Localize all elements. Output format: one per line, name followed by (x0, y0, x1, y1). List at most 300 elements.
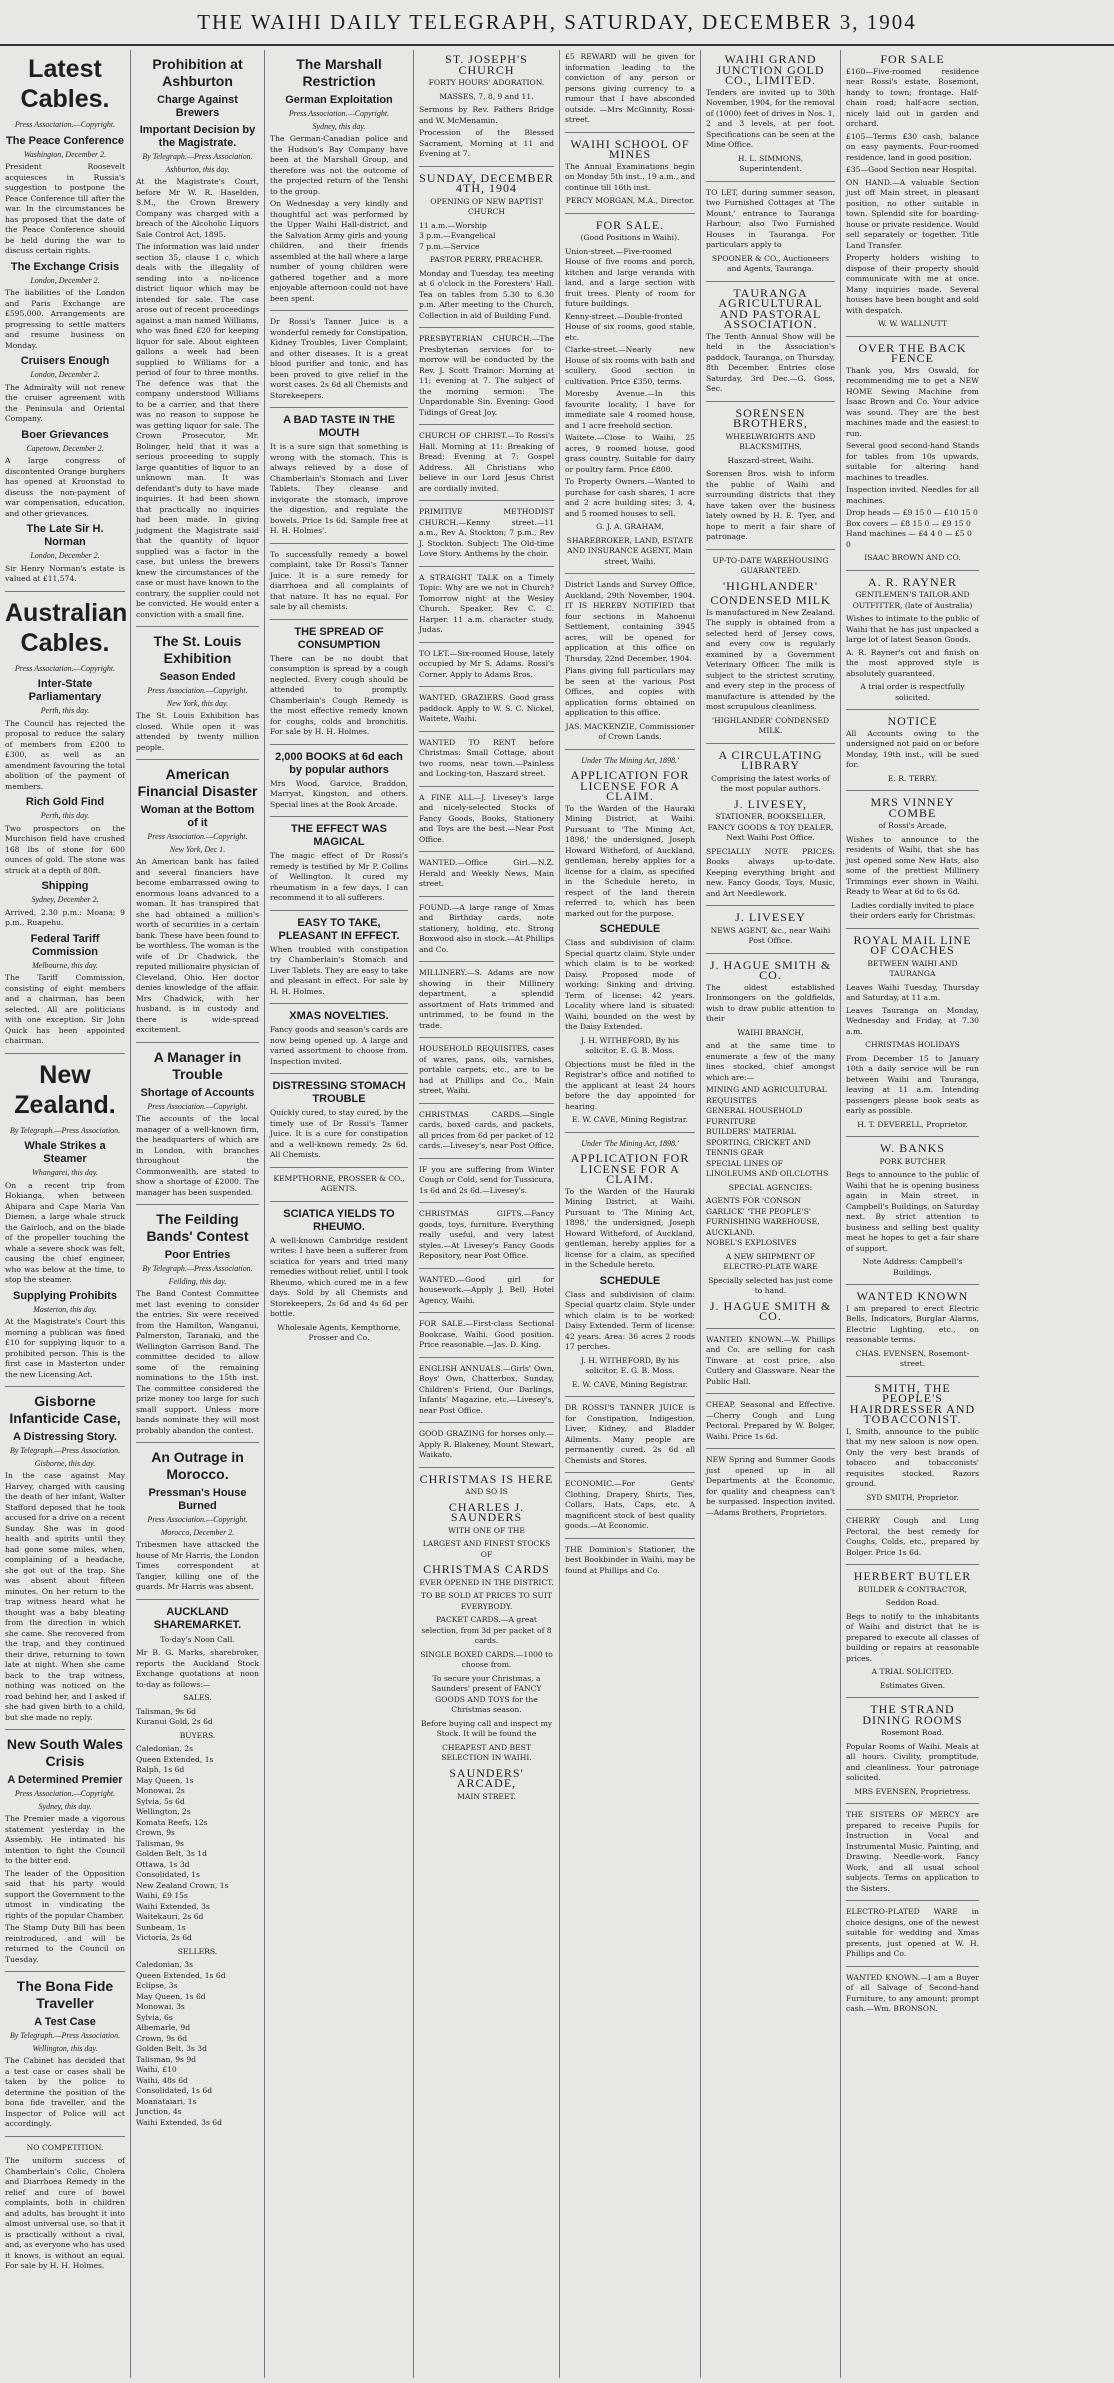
advert-title: CHRISTMAS IS HERE (419, 1471, 554, 1486)
column-rule (419, 566, 554, 567)
article-subheading: SCIATICA YIELDS TO RHEUMO. (283, 1207, 395, 1233)
advert-line: CHEAPEST AND BEST SELECTION IN WAIHI. (441, 1742, 532, 1762)
column-rule (846, 1803, 979, 1804)
list-item: Caledonian, 3s (136, 1960, 193, 1969)
column-rule (846, 1284, 979, 1285)
article-text: On Wednesday a very kindly and thoughtful act was performed by the Upper Waihi Hall-district, and the Salvation Army girls and young children, and their friends assembled at the hall where a large number of young children were gathered together and a more enjoyable afternoon could not have been spent. (270, 199, 408, 303)
dateline: London, December 2. (30, 370, 100, 379)
advert-line: Specially selected has just come to hand. (708, 1275, 833, 1295)
article-subheading: Boer Grievances (21, 428, 109, 441)
column-rule (419, 166, 554, 167)
advert-title: 'HIGHLANDER' (723, 578, 818, 593)
column-rule (706, 905, 835, 906)
dateline: Press Association.—Copyright. (14, 663, 116, 673)
advert-line: WITH ONE OF THE (448, 1525, 525, 1535)
column-rule (270, 816, 408, 817)
list-item: Sylvia, 6s (136, 2012, 173, 2022)
article-subheading: SCHEDULE (599, 923, 661, 935)
advert-line: of Rossi's Arcade, (878, 821, 947, 830)
article-text: DR ROSSI'S TANNER JUICE is for Constipation, Indigestion, Liver, Kidney, and Bladder Ailments. Many people are permanently cured. 2s 6d all Chemists and Stores. (565, 1403, 695, 1465)
article-text: From December 15 to January 10th a daily service will be run between Waihi and Tauranga, leaving at 11 a.m. Intending passengers please book seats as early as possible. (846, 1053, 979, 1115)
column-rule (706, 181, 835, 182)
list-item: SPORTING, CRICKET AND TENNIS GEAR (706, 1137, 811, 1157)
dateline: Under 'The Mining Act, 1898.' (581, 1138, 679, 1148)
article-headline: A Manager in Trouble (153, 1048, 242, 1082)
article-text: The Tenth Annual Show will be held in the Association's paddock, Tauranga, on Thursday, 8th December. Entries close Saturday, 3rd Dec.—G. Goss, Sec. (706, 331, 835, 393)
article-text: Wishes to announce to the residents of Waihi, that she has just opened some New Hats, also some of the prettiest Millinery Trimmings ever shown in Waihi. Ready to Wear at 6d to 6s 6d. (846, 834, 979, 896)
news-column-2 (131, 50, 265, 2378)
column-rule (270, 407, 408, 408)
advert-title: J. LIVESEY (735, 910, 806, 924)
article-text: Mr B. G. Marks, sharebroker, reports the Auckland Stock Exchange quotations at noon to-day as follows:— (136, 1648, 259, 1689)
article-subheading: Cruisers Enough (20, 355, 110, 367)
columns-container (0, 50, 1114, 2378)
dateline: New York, this day. (166, 698, 229, 708)
article-headline: The Bona Fide Traveller (16, 1978, 114, 2011)
advert-line: EVER OPENED IN THE DISTRICT. (419, 1577, 554, 1587)
dateline: London, December 2. (30, 551, 100, 560)
advert-title: FOR SALE (880, 52, 945, 66)
column-rule (419, 642, 554, 643)
column-rule (419, 1422, 554, 1423)
list-item: 7 p.m.—Service (419, 241, 480, 251)
article-text: Popular Rooms of Waihi. Meals at all hours. Civility, promptitude, and cleanliness. Your patronage solicited. (846, 1741, 979, 1782)
list-item: Waihi, 48s 6d (136, 2075, 188, 2085)
advert-line: Note Address: Campbell's Buildings. (862, 1257, 963, 1277)
advert-line: BUYERS. (179, 1730, 216, 1740)
column-rule (419, 1158, 554, 1159)
advert-line: GENTLEMEN'S TAILOR AND OUTFITTER, (late of Australia) (852, 590, 973, 610)
article-text: IF you are suffering from Winter Cough or Cold, send for Tussicura, 1s 6d and 2s 6d.—Livesey's. (419, 1164, 554, 1195)
column-rule (270, 1167, 408, 1168)
advert-line: MAIN STREET. (457, 1791, 516, 1801)
advert-line: NO COMPETITION. (26, 2142, 104, 2152)
column-rule (419, 686, 554, 687)
column-rule (270, 1003, 408, 1004)
article-subheading: Rich Gold Find (25, 796, 105, 808)
article-text: At the Magistrate's Court, before Mr W. R. Haselden, S.M., the Crown Brewery Company was charged with a breach of the Alcoholic Liquors Sale Control Act, 1895. (136, 177, 259, 239)
article-text: The Annual Examinations begin on Monday 5th inst., 19 a.m., and continue till 16th inst. (565, 161, 695, 192)
advert-line: Haszard-street, Waihi. (727, 455, 814, 465)
advert-line: Rosemont Road. (881, 1728, 944, 1737)
section-heading: Latest Cables. (20, 55, 110, 113)
column-rule (270, 1073, 408, 1074)
advert-title: NOTICE (887, 714, 938, 728)
column-rule (419, 1312, 554, 1313)
article-text: A well-known Cambridge resident writes: I have been a sufferer from sciatica for years and tried many remedies without relief, until I took Rheumo, which cured me in a few days. Sold by all Chemists and Storekeepers, 2s 6d and 4s 6d per bottle. (270, 1235, 408, 1318)
advert-line: E. W. CAVE, Mining Registrar. (572, 1115, 688, 1124)
article-subheading: AUCKLAND SHAREMARKET. (153, 1605, 242, 1631)
article-text: £160—Five-roomed residence near Rossi's estate, Rosemont, handy to town; frontage. Half-chain road; half-acre section, nicely laid out in garden and orchard. (846, 66, 979, 128)
dateline: Press Association.—Copyright. (147, 1515, 248, 1524)
list-item: Waihi, £10 (136, 2065, 177, 2074)
list-item: BUILDERS' MATERIAL (706, 1127, 796, 1136)
column-rule (565, 749, 695, 750)
article-text: Begs to announce to the public of Waihi that he is opening business again in Main street, in Campbell's Buildings, on Saturday next. By strict attention to business and selling best quality meat he hopes to get a fair share of support. (846, 1170, 979, 1253)
article-subheading: Shortage of Accounts (140, 1086, 255, 1099)
article-text: CHRISTMAS GIFTS.—Fancy goods, toys, furniture. Everything really useful, and very latest styles.—At Livesey's Fancy Goods Repository, near Post Office. (419, 1209, 554, 1260)
advert-line: WAIHI BRANCH, (737, 1027, 804, 1037)
dateline: Feilding, this day. (168, 1276, 227, 1286)
article-text: Fancy goods and season's cards are now being opened up. A large and varied assortment to choose from. Inspection invited. (270, 1025, 408, 1066)
advert-line: Ladies cordially invited to place their orders early for Christmas. (849, 900, 976, 920)
dateline: Whangarei, this day. (32, 1168, 98, 1177)
advert-line: (Good Positions in Waihi). (580, 233, 680, 242)
dateline: Sydney, this day. (38, 1801, 92, 1811)
list-item: Junction, 4s (136, 2107, 182, 2116)
advert-line: SELLERS. (177, 1946, 218, 1956)
column-rule (846, 1376, 979, 1377)
column-rule (565, 1538, 695, 1539)
list-item: Hand machines — £4 4 0 — £5 0 0 (846, 529, 972, 549)
advert-title: APPLICATION FOR LICENSE FOR A CLAIM. (570, 768, 690, 803)
dateline: Sydney, this day. (312, 121, 366, 131)
advert-line: 'HIGHLANDER' CONDENSED MILK. (711, 715, 830, 735)
news-column-7 (841, 50, 984, 2378)
news-column-5 (560, 50, 701, 2378)
article-subheading: DISTRESSING STOMACH TROUBLE (272, 1080, 406, 1105)
column-rule (5, 1053, 125, 1054)
dateline: Press Association.—Copyright. (14, 1789, 116, 1798)
column-rule (706, 953, 835, 954)
column-rule (846, 790, 979, 791)
article-text: Monday and Tuesday, tea meeting at 6 o'clock in the Foresters' Hall. Tea on tables from 5.30 to 6.30 p.m. After meeting to the Church, Collection in aid of Building Fund. (419, 268, 554, 320)
item-list (706, 1085, 835, 1180)
advert-line: PASTOR PERRY, PREACHER. (429, 255, 544, 264)
article-text: Mrs Wood, Garvice, Braddon, Marryat, Kingston, and others. Special lines at the Book Arcade. (270, 778, 408, 809)
dateline: Press Association.—Copyright. (14, 120, 116, 129)
advert-line: LARGEST AND FINEST STOCKS OF (422, 1539, 551, 1559)
article-text: Moresby Avenue.—In this favourite locality, I have for immediate sale 4 roomed house, and 1 acre freehold section. (565, 389, 695, 430)
column-rule (846, 1966, 979, 1967)
article-text: The accounts of the local manager of a well-known firm, the headquarters of which are in London, with branches throughout the Commonwealth, are stated to show a shortage of £2000. The manager has been suspended. (136, 1114, 259, 1197)
dateline: Morocco, December 2. (160, 1527, 235, 1537)
advert-title: HERBERT BUTLER (853, 1569, 972, 1583)
article-text: Objections must be filed in the Registrar's office and notified to the applicant at least 24 hours before the day appointed for hearing. (565, 1059, 695, 1111)
article-subheading: Shipping (41, 880, 89, 892)
column-rule (136, 1204, 259, 1205)
article-text: I, Smith, announce to the public that my new saloon is now open. Only the very best brands of tobacco and tobacconists' requisites stocked. Razors ground. (846, 1426, 979, 1488)
column-rule (136, 759, 259, 760)
advert-line: Estimates Given. (879, 1680, 946, 1690)
article-text: Wishes to intimate to the public of Waihi that he has just unpacked a large lot of latest Season Goods. (846, 614, 979, 644)
column-rule (419, 327, 554, 328)
advert-line: W. W. WALLNUTT (878, 319, 947, 328)
advert-line: A trial order is respectfully solicited. (860, 682, 965, 702)
list-item: Crown, 9s 6d (136, 2033, 188, 2043)
list-item: Waihi, £9 15s (136, 1891, 188, 1900)
dateline: By Telegraph.—Press Association. (9, 1446, 121, 1455)
dateline: Press Association.—Copyright. (147, 832, 248, 841)
advert-title: WAIHI SCHOOL OF MINES (570, 136, 690, 161)
column-rule (846, 928, 979, 929)
column-rule (5, 1729, 125, 1730)
article-text: Sorensen Bros. wish to inform the public of Waihi and surrounding districts that they have taken over the business lately owned by H. E. Tyer, and hope to merit a fair share of patronage. (706, 469, 835, 541)
advert-line: PORK BUTCHER (879, 1156, 946, 1166)
article-text: The uniform success of Chamberlain's Colic, Cholera and Diarrhoea Remedy in the relief and cure of bowel complaints, both in children and adults, has brought it into almost universal use, so that it is practically without a rival, and, as everyone who has used it knows, is without an equal. For sale by H. H. Holmes. (5, 2156, 125, 2270)
article-subheading: EASY TO TAKE, PLEASANT IN EFFECT. (278, 916, 400, 942)
article-text: To the Warden of the Hauraki Mining District, at Waihi. Pursuant to 'The Mining Act, 1898,' the undersigned, Joseph Howard Witheford, of Auckland, gentleman, hereby applies for a license for a claim, as specified in the Schedule hereto, in respect of the land therein referred to, which has been marked out for the purpose. (565, 803, 695, 918)
advert-line: BUILDER & CONTRACTOR, (857, 1584, 968, 1594)
article-text: FOR SALE.—First-class Sectional Bookcase, Waihi. Good position. Price reasonable.—Jas. D. King. (419, 1319, 554, 1349)
advert-title: WAIHI GRAND JUNCTION GOLD CO., LIMITED. (716, 52, 825, 87)
advert-line: A NEW SHIPMENT OF ELECTRO-PLATE WARE (723, 1251, 818, 1271)
article-subheading: The Exchange Crisis (10, 260, 120, 273)
dateline: Perth, this day. (40, 811, 90, 820)
article-headline: The Marshall Restriction (296, 56, 382, 89)
column-rule (706, 549, 835, 550)
article-text: Is manufactured in New Zealand. The supply is obtained from a selected herd of Jersey cows, and every cow is regularly examined by a Government Veterinary Officer. The milk is subject to the strictest scrutiny, and every step in the process of manufacture is attended by the most scrupulous cleanliness. (706, 607, 835, 711)
dateline: Melbourne, this day. (32, 960, 98, 970)
advert-line: Wholesale Agents, Kempthorne, Prosser and Co. (277, 1322, 401, 1342)
article-subheading: Whale Strikes a Steamer (24, 1140, 106, 1165)
article-text: The magic effect of Dr Rossi's remedy is testified by Mr P. Collins of Wellington. It cured my rheumatism in a few days. I can recommend it to all sufferers. (270, 851, 408, 902)
column-rule (846, 1136, 979, 1137)
advert-line: STATIONER, BOOKSELLER, FANCY GOODS & TOY DEALER, Next Waihi Post Office. (707, 812, 834, 842)
dateline: By Telegraph.—Press Association. (9, 1125, 121, 1135)
advert-title: SORENSEN BROTHERS, (733, 405, 808, 430)
list-item: Albemarle, 9d (136, 2023, 191, 2032)
article-text: Clarke-street.—Nearly new House of six rooms with bath and scullery. Good section in cultivation. Price £350, terms. (565, 345, 695, 386)
advert-line: BETWEEN WAIHI AND TAURANGA (867, 958, 958, 978)
article-subheading: XMAS NOVELTIES. (289, 1010, 389, 1022)
dateline: Wellington, this day. (32, 2043, 98, 2053)
dateline: Press Association.—Copyright. (288, 109, 390, 118)
article-text: Procession of the Blessed Sacrament, Morning at 11 and Evening at 7. (419, 128, 554, 158)
article-text: THE Dominion's Stationer, the best Bookbinder in Waihi, may be found at Phillips and Co. (565, 1544, 695, 1575)
column-rule (419, 1467, 554, 1468)
article-text: The St. Louis Exhibition has closed. While open it was attended by twenty million people. (136, 711, 259, 752)
news-column-4 (414, 50, 560, 2378)
article-headline: American Financial Disaster (137, 766, 258, 799)
advert-title: CONDENSED MILK (710, 593, 831, 607)
article-text: The Council has rejected the proposal to reduce the salary of members from £200 to £300, as well as an amendment favouring the total abolition of the payment of members. (5, 718, 125, 791)
article-text: Tribesmen have attacked the house of Mr Harris, the London Times correspondent at Tangier, killing one of the guards. Mr Harris was absent. (136, 1540, 259, 1591)
advert-line: SPOONER & CO., Auctioneers and Agents, Tauranga. (711, 253, 830, 273)
column-rule (136, 1042, 259, 1043)
advert-line: Before buying call and inspect my Stock. It will be found the (420, 1718, 553, 1738)
article-text: PRESBYTERIAN CHURCH.—The Presbyterian services for to-morrow will be conducted by the Rev. J. Scott Trainor: Morning at 11; evening at 7. The subject of the morning sermon: The Unpardonable Sin. Evening: Good Tidings of Great Joy. (419, 334, 554, 417)
list-item: SPECIAL LINES OF LINOLEUMS AND OILCLOTHS (706, 1158, 829, 1178)
column-rule (419, 1268, 554, 1269)
advert-line: H. T. DEVERELL, Proprietor. (857, 1119, 968, 1129)
column-rule (846, 1509, 979, 1510)
list-item: Waihi Extended, 3s (136, 1901, 210, 1911)
list-item: Monowai, 2s (136, 1786, 185, 1795)
list-item: Drop heads — £9 15 0 — £10 15 0 (846, 508, 978, 517)
article-subheading: THE EFFECT WAS MAGICAL (291, 823, 387, 848)
list-item: Waitekauri, 2s 6d (136, 1912, 204, 1921)
list-item: Ralph, 1s 6d (136, 1765, 185, 1774)
article-subheading: The Peace Conference (6, 134, 124, 147)
article-text: TO LET.—Six-roomed House, lately occupied by Mr S. Adams. Rossi's Corner. Apply to Adams Bros. (419, 648, 554, 679)
advert-line: J. H. WITHEFORD, By his solicitor, E. G. B. Moss. (580, 1035, 680, 1055)
article-text: GOOD GRAZING for horses only.—Apply R. Blakeney, Mount Stewart, Waikato. (419, 1429, 554, 1459)
column-rule (846, 1900, 979, 1901)
article-text: A. R. Rayner's cut and finish on the most approved style is absolutely guaranteed. (846, 647, 979, 678)
list-item: Crown, 9s (136, 1828, 175, 1837)
article-text: Thank you, Mrs Oswald, for recommending me to get a NEW HOME Sewing Machine from Isaac Brown and Co. Your advice was sound. They are the best machines made and the easiest to run. (846, 365, 979, 438)
advert-title: MRS VINNEY COMBE (870, 795, 955, 820)
article-text: Quickly cured, to stay cured, by the timely use of Dr Rossi's Tanner Juice. It is a cure for constipation and a well-known remedy. 2s 6d. All Chemists. (270, 1108, 408, 1159)
dateline: Masterton, this day. (33, 1304, 97, 1314)
advert-line: Seddon Road. (885, 1598, 940, 1607)
article-text: CHERRY Cough and Lung Pectoral, the best remedy for Coughs, Colds, etc., prepared by Bolger. Price 1s 6d. (846, 1516, 979, 1557)
column-rule (136, 626, 259, 627)
advert-line: H. L. SIMMONS, Superintendent. (737, 153, 804, 173)
column-rule (5, 1971, 125, 1972)
article-headline: New South Wales Crisis (6, 1736, 124, 1769)
column-rule (419, 1037, 554, 1038)
advert-title: SMITH, THE PEOPLE'S HAIRDRESSER AND TOBACCONIST. (849, 1380, 976, 1426)
advert-title: WANTED KNOWN (856, 1289, 969, 1303)
article-text: When troubled with constipation try Chamberlain's Stomach and Liver Tablets. They are easy to take and pleasant in effect. For sale by H. H. Holmes. (270, 944, 408, 996)
article-subheading: Important Decision by the Magistrate. (139, 124, 256, 149)
advert-title: TAURANGA AGRICULTURAL AND PASTORAL ASSOCIATION. (718, 285, 823, 331)
article-text: A STRAIGHT TALK on a Timely Topic: Why are we not in Church? Tomorrow night at the Wesley Church. Speaker, Rev C. C. Harper. 11 a.m. character study, Judas. (419, 572, 554, 634)
advert-line: FORTY HOURS' ADORATION. (428, 78, 545, 87)
article-text: Tenders are invited up to 30th November, 1904, for the removal of (1000) feet of drives in Nos. 1, 2 and 3 levels, at per foot. Specifications can be seen at the Mine Office. (706, 87, 835, 149)
article-text: The Tariff Commission, consisting of eight members and a chairman, has been selected. All are politicians with one exception. Sir John Quick has been appointed chairman. (5, 973, 125, 1045)
article-headline: The Feilding Bands' Contest (146, 1211, 249, 1244)
list-item: NOBEL'S EXPLOSIVES (706, 1238, 797, 1247)
article-text: The Cabinet has decided that a test case or cases shall be taken by the police to determine the position of the bona fide traveller, and the Inspector of Police will act accordingly. (5, 2056, 125, 2128)
article-text: WANTED, GRAZIERS. Good grass paddock. Apply to W. S. C. Nickel, Waitete, Waihi. (419, 693, 554, 723)
article-text: MILLINERY.—S. Adams are now showing in their Millinery department, a splendid assortment of Hats trimmed and untrimmed, to be found in the trade. (419, 968, 554, 1030)
dateline: Under 'The Mining Act, 1898.' (581, 755, 679, 765)
advert-title: A. R. RAYNER (868, 574, 957, 589)
article-subheading: A Test Case (34, 2016, 96, 2028)
article-text: All Accounts owing to the undersigned not paid on or before Monday, 19th inst., will be sued for. (846, 728, 979, 769)
article-text: Inspection invited. Needles for all machines. (846, 485, 979, 505)
article-text: WANTED.—Good girl for housework.—Apply J. Bell, Hotel Agency, Waihi. (419, 1274, 554, 1305)
item-list (136, 1960, 259, 2128)
news-column-6 (701, 50, 841, 2378)
column-rule (846, 1697, 979, 1698)
article-text: THE SISTERS OF MERCY are prepared to receive Pupils for Instruction in Vocal and Instrumental Music, Painting, and Drawing. Needle-work, Fancy Work, and all usual school subjects. Terms on application to the Sisters. (846, 1810, 979, 1893)
item-list (846, 508, 979, 550)
article-text: Class and subdivision of claim: Special quartz claim. Style under which claim is to be worked: Daisy. Proposed mode of working: Sinking and driving. Term of license: 42 years. Locality where land is situated: Waihi, bounded on the west by the Daisy Extended. (565, 938, 695, 1031)
column-rule (706, 401, 835, 402)
column-rule (565, 573, 695, 574)
advert-line: ISAAC BROWN AND CO. (864, 553, 961, 562)
article-text: HOUSEHOLD REQUISITES, cases of wares, pans, oils, varnishes, portable carpets, etc., are to be had at Phillips and Co., Main street, Waihi. (419, 1044, 554, 1095)
article-text: To successfully remedy a bowel complaint, take Dr Rossi's Tanner Juice. It is a sure remedy for diarrhoea and all complaints of that nature. It has no equal. For sale by all chemists. (270, 549, 408, 611)
article-text: Sir Henry Norman's estate is valued at £11,574. (5, 563, 125, 583)
column-rule (706, 281, 835, 282)
advert-line: KEMPTHORNE, PROSSER & CO., AGENTS. (273, 1173, 405, 1193)
article-text: A large congress of discontented Orange burghers has opened at Kroonstad to discuss the non-payment of war compensation, education, and other grievances. (5, 456, 125, 518)
advert-line: NEWS AGENT, &c., near Waihi Post Office. (710, 925, 831, 945)
advert-title: A CIRCULATING LIBRARY (718, 747, 823, 772)
section-heading: New Zealand. (14, 1060, 116, 1119)
advert-title: CHARLES J. SAUNDERS (448, 1499, 525, 1524)
column-rule (419, 896, 554, 897)
article-text: Several good second-hand Stands for tables from 10s upwards, suitable for altering hand machines to treadles. (846, 441, 979, 482)
list-item: Eclipse, 3s (136, 1981, 178, 1990)
article-text: On a recent trip from Hokianga, when between Ahipara and Cape Maria Van Diemen, a large whale struck the Gairloch, and on the blade of the propeller touching the whale a severe shock was felt, causing the chief engineer, who was below at the time, to stop the steamer. (5, 1180, 125, 1284)
column-rule (419, 961, 554, 962)
article-subheading: A BAD TASTE IN THE MOUTH (283, 414, 395, 439)
column-rule (565, 213, 695, 214)
advert-line: TO BE SOLD AT PRICES TO SUIT EVERYBODY. (421, 1591, 552, 1611)
article-text: In the case against May Harvey, charged with causing the death of her infant, Walter Stafford deposed that he took accused for a drive on a recent Sunday. She was in good health and spirits until they had gone some miles, when, complaining of a headache, she got out of the trap. She was absent about fifteen minutes. On her return to the trap witness heard what he thought was a baby bleating from the direction in which she came. She recovered from the trap, and they continued their drive, returning to town late at night. When she came back to the trap witness, nothing was noticed on the road behind her, and I asked if she had given birth to a child, but she made no reply. (5, 1471, 125, 1722)
list-item: Ottawa, 1s 3d (136, 1859, 190, 1869)
article-text: Class and subdivision of claim: Special quartz claim. Style under which claim is to be worked: Daisy Extended. Term of license: 42 years. Area: 36 acres 2 roods 17 perches. (565, 1289, 695, 1351)
list-item: GENERAL HOUSEHOLD FURNITURE (706, 1106, 803, 1126)
article-text: The leader of the Opposition said that his party would support the Government to the utmost in vindicating the rights of the popular Chamber. (5, 1868, 125, 1920)
advert-title: J. HAGUE SMITH & CO. (709, 957, 832, 982)
list-item: Golden Belt, 3s 1d (136, 1849, 207, 1858)
item-list (136, 1707, 259, 1728)
list-item: Moanataiari, 1s (136, 2096, 197, 2106)
article-headline: An Outrage in Morocco. (151, 1449, 244, 1482)
dateline: Press Association.—Copyright. (147, 1101, 248, 1111)
advert-line: JAS. MACKENZIE, Commissioner of Crown Lands. (565, 721, 695, 741)
advert-title: FOR SALE. (595, 217, 665, 232)
item-list (136, 1744, 259, 1944)
advert-line: SINGLE BOXED CARDS.—1000 to choose from. (420, 1649, 553, 1669)
article-text: The information was laid under section 35, clause 1 c, which deals with the illegality of sending into a no-licence district liquor which may be intended for sale. The case arose out of recent proceedings against a man named Williams, who was fined £20 for keeping liquor for sale. About eighteen gallons a week had been supplied to Williams for a period of four to three months. The defence was that the company understood Williams to be a carrier, and that there was no reason to suppose he was getting liquor for sale. The Crown Prosecutor, Mr. Bolinger, held that it was a serious proceeding to supply large quantities of liquor to an unknown man. It was defendant's duty to have made inquiries. It had been shown that practically no inquiries had been made. In giving judgment the Magistrate said that the quantity of liquor supplied was a factor in the case, but unless the brewers knew the circumstances of the case or must have known to the contrary, the supplier could not be convicted. He would enter a conviction with a small fine. (136, 242, 259, 619)
news-column-3 (265, 50, 414, 2378)
advert-line: PERCY MORGAN, M.A., Director. (565, 196, 695, 205)
article-text: I am prepared to erect Electric Bells, Indicators, Burglar Alarms, Electric Lighting, etc., on reasonable terms. (846, 1303, 979, 1344)
list-item: Golden Belt, 3s 3d (136, 2044, 207, 2053)
list-item: Box covers — £8 15 0 — £9 15 0 (846, 518, 971, 528)
article-text: The Band Contest Committee met last evening to consider the entries. Six were received from the Hamilton, Wanganui, Palmerston, Taranaki, and the Wellington Garrison Band. The committee decided to allow some of the remaining nominations to the 15th inst. The committee considered the prize money too large for such small support. Unless more bands nominate they will most probably abandon the contest. (136, 1289, 259, 1435)
advert-title: W. BANKS (880, 1141, 945, 1155)
article-subheading: A Determined Premier (7, 1774, 123, 1786)
list-item: Consolidated, 1s (136, 1870, 200, 1879)
article-text: An American bank has failed and several financiers have become embarrassed owing to enormous loans advanced to a woman. It has transpired that she had obtained a million's worth of securities in a certain bank. These have been found to be worthless. The woman is the wife of Dr Chadwick, the reputed millionaire physician of Cleveland, Ohio. Her doctor denies knowledge of the affair. Mrs Chadwick, with her husband, is in custody and there is wide-spread excitement. (136, 857, 259, 1034)
column-rule (270, 619, 408, 620)
article-text: The Premier made a vigorous statement yesterday in the Assembly. He intimated his intention to fight the Council to the bitter end. (5, 1814, 125, 1865)
list-item: Komata Reefs, 12s (136, 1817, 208, 1827)
advert-title: J. HAGUE SMITH & CO. (709, 1298, 832, 1323)
advert-line: AND SO IS (465, 1487, 508, 1496)
advert-title: SUNDAY, DECEMBER 4TH, 1904 (419, 170, 554, 195)
masthead: THE WAIHI DAILY TELEGRAPH, SATURDAY, DECEMBER 3, 1904 (0, 0, 1114, 46)
column-rule (136, 1599, 259, 1600)
article-text: District Lands and Survey Office, Auckland, 29th November, 1904. IT IS HEREBY NOTIFIED that four sections in Mahoenui Settlement, containing 3945 acres, will be opened for application at this office on Thursday, 22nd December, 1904. (565, 580, 695, 663)
column-rule (270, 744, 408, 745)
article-subheading: Poor Entries (164, 1249, 231, 1261)
list-item: May Queen, 1s 6d (136, 1991, 206, 2001)
advert-line: SALES. (183, 1693, 212, 1702)
article-text: The liabilities of the London and Paris Exchange are £595,000. Arrangements are progressing to settle matters and resume business on Monday. (5, 288, 125, 350)
advert-line: E. R. TERRY. (887, 773, 938, 783)
news-column-1 (0, 50, 131, 2378)
advert-line: To secure your Christmas, a Saunders' present of FANCY GOODS AND TOYS for the Christmas season. (431, 1673, 542, 1714)
article-text: WANTED KNOWN.—W. Phillips and Co. are selling for cash Tinware at cost price, also Cutlery and Glassware. Near the Public Hall. (706, 1334, 835, 1386)
list-item: Caledonian, 2s (136, 1744, 193, 1753)
article-text: TO LET, during summer season, two Furnished Cottages at 'The Mount,' entrance to Tauranga Harbour; also Two Furnished Houses in Tauranga. For particulars apply to (706, 187, 835, 249)
article-text: and at the same time to enumerate a few of the many lines stocked, chief amongst which are:— (706, 1041, 835, 1082)
column-rule (270, 543, 408, 544)
column-rule (419, 731, 554, 732)
advert-line: MRS EVENSEN, Proprietress. (854, 1786, 971, 1796)
column-rule (419, 851, 554, 852)
item-list (706, 1196, 835, 1249)
advert-title: J. LIVESEY, (733, 796, 808, 811)
article-text: WANTED KNOWN.—I am a Buyer of all Salvage of Second-hand Furniture, to any amount; prompt cash.—Wm. BRONSON. (846, 1972, 979, 2013)
list-item: Sylvia, 5s 6d (136, 1796, 185, 1806)
advert-line: J. H. WITHEFORD, By his solicitor, E. G. B. Moss. (580, 1355, 680, 1375)
dateline: Gisborne, this day. (34, 1458, 96, 1468)
advert-title: APPLICATION FOR LICENSE FOR A CLAIM. (570, 1151, 690, 1186)
article-text: Arrived, 2.30 p.m.: Moana; 9 p.m., Ruapehu. (5, 907, 125, 927)
list-item: Kuranui Gold, 2s 6d (136, 1717, 213, 1726)
